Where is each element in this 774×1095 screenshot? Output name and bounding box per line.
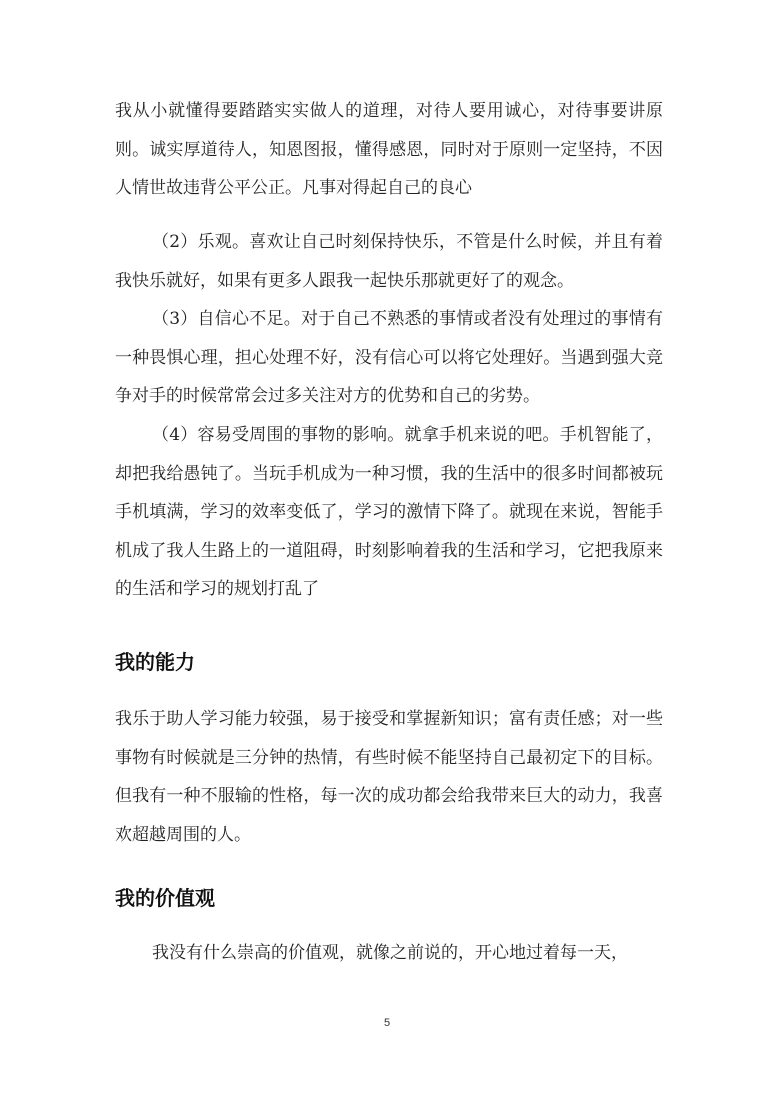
page-number: 5 bbox=[383, 1017, 391, 1029]
paragraph-ability: 我乐于助人学习能力较强，易于接受和掌握新知识；富有责任感；对一些事物有时候就是三分钟的热情，有些时候不能坚持自己最初定下的目标。但我有一种不服输的性格，每一次的成功都会给我带来巨大的动力，我喜欢超越周围的人。 bbox=[115, 709, 663, 845]
paragraph-values: 我没有什么崇高的价值观，就像之前说的，开心地过着每一天， bbox=[152, 943, 628, 963]
heading-my-ability: 我的能力 bbox=[115, 650, 195, 674]
paragraph-integrity: 我从小就懂得要踏踏实实做人的道理，对待人要用诚心，对待事要讲原则。诚实厚道待人，知恩图报，懂得感恩，同时对于原则一定坚持，不因人情世故违背公平公正。凡事对得起自己的良心 bbox=[115, 101, 663, 199]
heading-my-values: 我的价值观 bbox=[115, 886, 215, 910]
paragraph-optimism: （2）乐观。喜欢让自己时刻保持快乐，不管是什么时候，并且有着我快乐就好，如果有更多人跟我一起快乐那就更好了的观念。 bbox=[115, 232, 663, 291]
paragraph-influence: （4）容易受周围的事物的影响。就拿手机来说的吧。手机智能了，却把我给愚钝了。当玩手机成为一种习惯，我的生活中的很多时间都被玩手机填满，学习的效率变低了，学习的激情下降了。就现在来说，智能手机成了我人生路上的一道阻碍，时刻影响着我的生活和学习，它把我原来的生活和学习的规划打乱了 bbox=[115, 425, 663, 600]
paragraph-confidence: （3）自信心不足。对于自己不熟悉的事情或者没有处理过的事情有一种畏惧心理，担心处理不好，没有信心可以将它处理好。当遇到强大竞争对手的时候常常会过多关注对方的优势和自己的劣势。 bbox=[115, 309, 663, 407]
